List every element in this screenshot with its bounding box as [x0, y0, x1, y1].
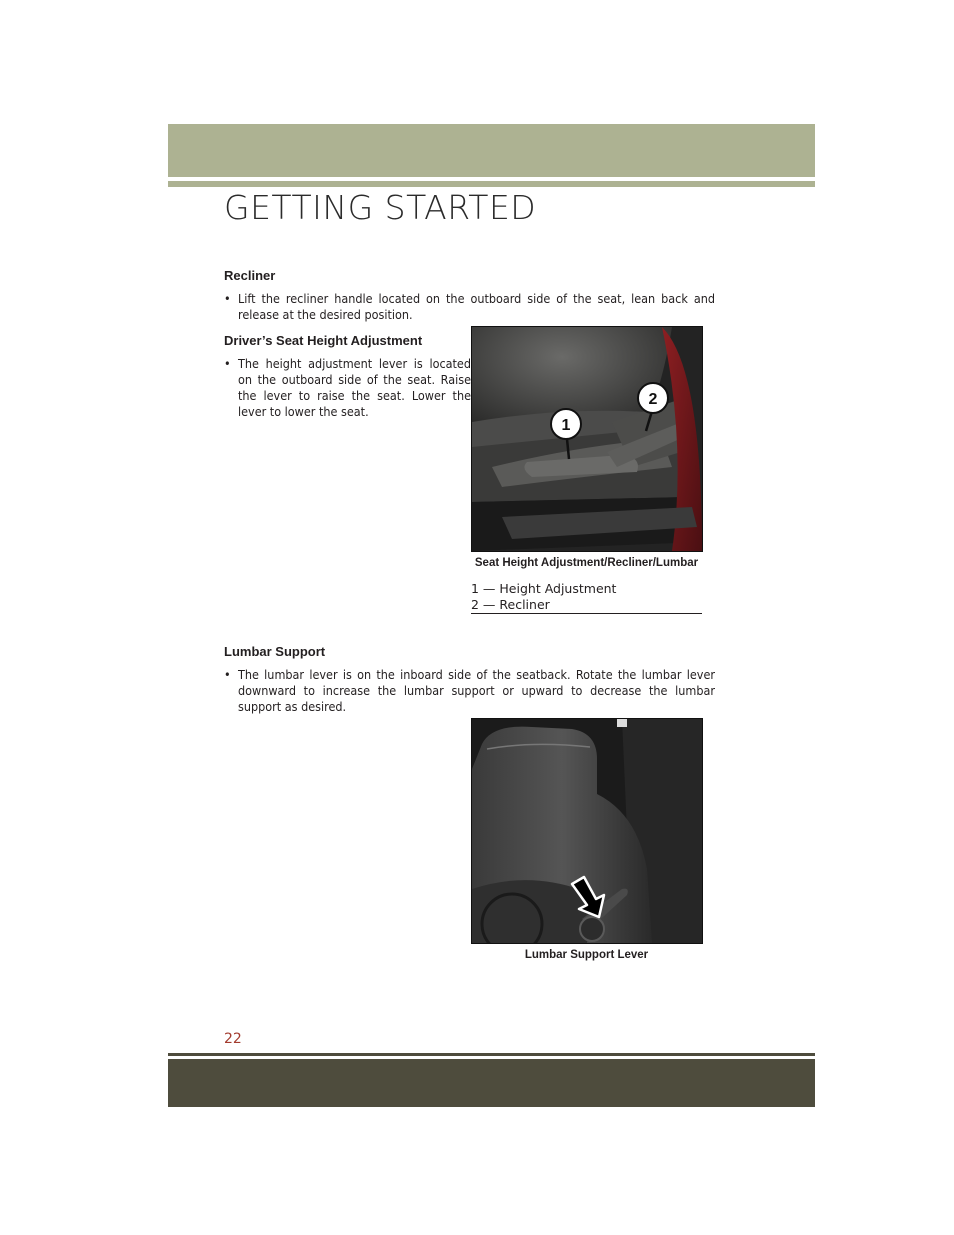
callout-2: 2: [648, 391, 658, 408]
callout-1: 1: [561, 417, 571, 434]
page-number: 22: [224, 1031, 242, 1047]
seat-height-bullet: [224, 356, 471, 420]
lumbar-photo-illustration: [472, 719, 702, 943]
lumbar-bullet-text: The lumbar lever is on the inboard side of the seatback. Rotate the lumbar lever downward to increase the lumbar support or upward to decrease the lumbar support as desired.: [238, 667, 715, 714]
legend-item-recliner: 2 — Recliner: [471, 597, 550, 612]
seat-height-heading: Driver’s Seat Height Adjustment: [224, 333, 423, 348]
lumbar-heading: Lumbar Support: [224, 644, 326, 659]
lumbar-bullet: [224, 667, 715, 715]
footer-band: [168, 1059, 815, 1107]
bullet-marker: •: [224, 667, 231, 682]
seat-height-bullet-text: The height adjustment lever is located on the outboard side of the seat. Raise the lever to raise the seat. Lower the lever to lower the seat.: [238, 356, 471, 419]
legend-item-height-adjustment: 1 — Height Adjustment: [471, 581, 617, 596]
recliner-heading: Recliner: [224, 268, 276, 283]
bullet-marker: •: [224, 356, 231, 371]
bullet-marker: •: [224, 291, 231, 306]
seat-photo-illustration: [472, 327, 702, 551]
footer-stripe: [168, 1053, 815, 1056]
figure1-caption: Seat Height Adjustment/Recliner/Lumbar: [474, 557, 699, 569]
recliner-bullet: [224, 291, 715, 323]
header-stripe: [168, 181, 815, 187]
section-title: GETTING STARTED: [224, 188, 537, 227]
seat-height-recliner-photo: [471, 326, 703, 552]
recliner-bullet-text: Lift the recliner handle located on the outboard side of the seat, lean back and release at the desired position.: [238, 291, 715, 322]
figure1-legend: [471, 581, 702, 614]
figure2-caption: Lumbar Support Lever: [524, 949, 649, 961]
lumbar-lever-photo: [471, 718, 703, 944]
header-band: [168, 124, 815, 177]
